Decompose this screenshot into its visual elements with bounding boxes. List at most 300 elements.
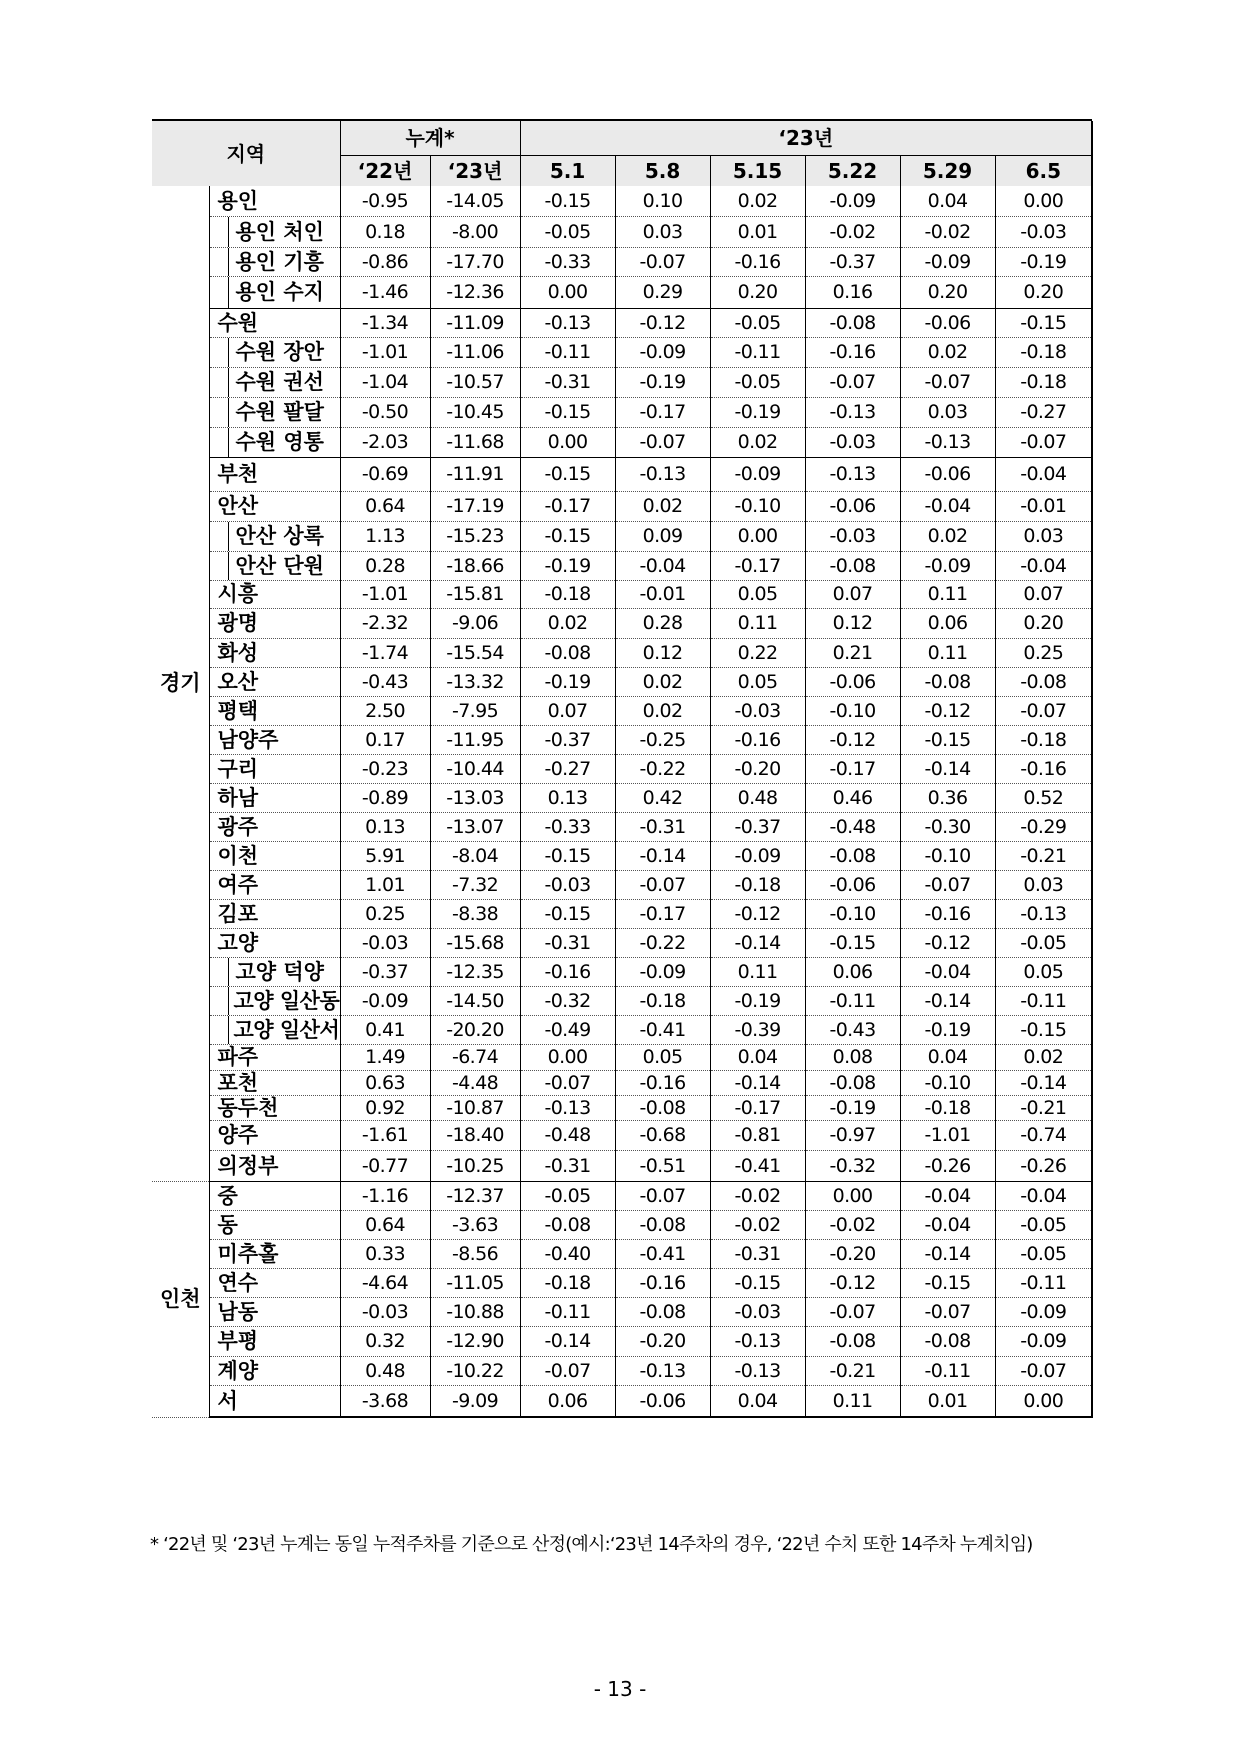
weekly-value: -0.21 — [995, 1096, 1092, 1121]
weekly-value: 0.52 — [995, 784, 1092, 813]
cumulative-value: -2.32 — [340, 609, 430, 639]
weekly-value: -0.20 — [615, 1327, 710, 1357]
cumulative-value: 0.17 — [340, 726, 430, 755]
weekly-value: -0.04 — [995, 552, 1092, 581]
weekly-value: -0.11 — [520, 338, 615, 368]
weekly-value: -0.07 — [615, 871, 710, 900]
weekly-value: -0.37 — [710, 813, 805, 842]
weekly-value: -0.01 — [995, 492, 1092, 522]
weekly-value: -0.09 — [710, 458, 805, 492]
table-row — [152, 492, 1092, 522]
weekly-value: 0.01 — [710, 217, 805, 248]
weekly-value: 0.13 — [520, 784, 615, 813]
weekly-value: -0.08 — [805, 1071, 900, 1096]
weekly-value: -0.03 — [805, 522, 900, 552]
weekly-value: -0.15 — [805, 929, 900, 958]
cumulative-value: -18.40 — [430, 1121, 520, 1151]
weekly-value: 0.07 — [520, 697, 615, 726]
city-label: 의정부 — [209, 1151, 340, 1182]
weekly-value: -0.04 — [900, 1211, 995, 1240]
weekly-value: -0.40 — [520, 1240, 615, 1269]
city-label: 남양주 — [209, 726, 340, 755]
cumulative-value: -0.69 — [340, 458, 430, 492]
cumulative-value: -14.50 — [430, 987, 520, 1016]
weekly-value: 0.02 — [520, 609, 615, 639]
weekly-value: -0.32 — [805, 1151, 900, 1182]
weekly-value: -0.11 — [710, 338, 805, 368]
cumulative-value: -1.04 — [340, 368, 430, 398]
cumulative-value: -1.61 — [340, 1121, 430, 1151]
cumulative-value: -15.68 — [430, 929, 520, 958]
weekly-value: -0.15 — [900, 726, 995, 755]
weekly-value: -0.09 — [710, 842, 805, 871]
table-row — [152, 186, 1092, 217]
weekly-value: 0.00 — [520, 1045, 615, 1071]
week-col-header: 5.15 — [710, 156, 805, 187]
weekly-value: -0.02 — [710, 1182, 805, 1211]
weekly-value: -0.06 — [805, 668, 900, 697]
weekly-value: -0.74 — [995, 1121, 1092, 1151]
cumulative-value: -11.95 — [430, 726, 520, 755]
weekly-price-change-table — [152, 121, 1093, 1418]
weekly-value: -0.08 — [805, 842, 900, 871]
cum-col-header: ‘22년 — [340, 156, 430, 187]
weekly-value: 0.21 — [805, 639, 900, 668]
city-label: 수원 — [209, 309, 340, 338]
city-label: 고양 — [209, 929, 340, 958]
weekly-value: -0.07 — [520, 1071, 615, 1096]
city-label: 시흥 — [209, 581, 340, 609]
cumulative-value: 0.33 — [340, 1240, 430, 1269]
city-label: 포천 — [209, 1071, 340, 1096]
table-row — [152, 458, 1092, 492]
weekly-value: -0.03 — [520, 871, 615, 900]
weekly-value: 0.03 — [995, 871, 1092, 900]
weekly-value: -0.09 — [805, 186, 900, 217]
weekly-value: 0.20 — [710, 277, 805, 309]
table-row — [152, 1096, 1092, 1121]
weekly-value: -0.06 — [900, 309, 995, 338]
weekly-value: -0.08 — [520, 1211, 615, 1240]
cumulative-value: -1.46 — [340, 277, 430, 309]
weekly-value: -0.16 — [995, 755, 1092, 784]
weekly-value: -0.39 — [710, 1016, 805, 1045]
table-row — [152, 987, 1092, 1016]
weekly-value: 0.11 — [900, 639, 995, 668]
table-row — [152, 581, 1092, 609]
weekly-value: -0.18 — [900, 1096, 995, 1121]
weekly-value: -0.09 — [900, 552, 995, 581]
city-label: 안산 — [209, 492, 340, 522]
weekly-value: 0.02 — [615, 668, 710, 697]
weekly-value: -0.09 — [615, 338, 710, 368]
cumulative-value: -20.20 — [430, 1016, 520, 1045]
table-row — [152, 668, 1092, 697]
cumulative-value: 0.63 — [340, 1071, 430, 1096]
cumulative-value: -13.03 — [430, 784, 520, 813]
weekly-value: 0.03 — [995, 522, 1092, 552]
city-label: 부평 — [209, 1327, 340, 1357]
table-row — [152, 697, 1092, 726]
weekly-value: -0.05 — [995, 929, 1092, 958]
weekly-value: -0.13 — [520, 309, 615, 338]
weekly-value: -0.48 — [805, 813, 900, 842]
cumulative-value: 1.13 — [340, 522, 430, 552]
weekly-value: -0.08 — [520, 639, 615, 668]
weekly-value: 0.00 — [995, 1386, 1092, 1418]
weekly-value: 0.36 — [900, 784, 995, 813]
weekly-value: -0.18 — [520, 581, 615, 609]
cumulative-value: -4.48 — [430, 1071, 520, 1096]
table-row — [152, 248, 1092, 277]
cumulative-value: -6.74 — [430, 1045, 520, 1071]
cumulative-value: -15.81 — [430, 581, 520, 609]
weekly-value: -0.29 — [995, 813, 1092, 842]
city-label: 서 — [209, 1386, 340, 1418]
weekly-value: -0.49 — [520, 1016, 615, 1045]
cumulative-value: 1.49 — [340, 1045, 430, 1071]
weekly-value: -0.03 — [805, 428, 900, 458]
weekly-value: -0.05 — [995, 1211, 1092, 1240]
table-row — [152, 1240, 1092, 1269]
cumulative-value: -3.63 — [430, 1211, 520, 1240]
weekly-value: 0.28 — [615, 609, 710, 639]
weekly-value: -0.15 — [520, 900, 615, 929]
cumulative-value: 0.92 — [340, 1096, 430, 1121]
district-label: 수원 권선 — [209, 368, 340, 398]
table-row — [152, 639, 1092, 668]
province-label: 경기 — [152, 186, 209, 1182]
weekly-value: -0.05 — [710, 309, 805, 338]
weekly-value: 0.06 — [805, 958, 900, 987]
cumulative-value: -8.38 — [430, 900, 520, 929]
weekly-value: -0.19 — [520, 552, 615, 581]
weekly-value: -0.20 — [805, 1240, 900, 1269]
weekly-value: -0.07 — [995, 697, 1092, 726]
weekly-value: -0.13 — [900, 428, 995, 458]
weekly-value: 0.06 — [900, 609, 995, 639]
weekly-value: -0.12 — [710, 900, 805, 929]
weekly-value: -0.15 — [520, 186, 615, 217]
cumulative-value: -10.88 — [430, 1298, 520, 1327]
weekly-value: 0.03 — [615, 217, 710, 248]
weekly-value: -0.06 — [615, 1386, 710, 1418]
weekly-value: -0.04 — [995, 458, 1092, 492]
weekly-value: 0.00 — [520, 277, 615, 309]
weekly-value: -0.19 — [615, 368, 710, 398]
cumulative-value: -17.19 — [430, 492, 520, 522]
weekly-value: -0.15 — [995, 309, 1092, 338]
weekly-value: -0.12 — [805, 1269, 900, 1298]
weekly-value: -0.09 — [995, 1298, 1092, 1327]
weekly-value: -0.17 — [710, 552, 805, 581]
city-label: 동 — [209, 1211, 340, 1240]
cumulative-value: -1.16 — [340, 1182, 430, 1211]
weekly-value: 0.06 — [520, 1386, 615, 1418]
weekly-value: 0.05 — [710, 581, 805, 609]
city-label: 김포 — [209, 900, 340, 929]
cumulative-value: -7.32 — [430, 871, 520, 900]
table-row — [152, 1071, 1092, 1096]
cumulative-value: 0.64 — [340, 1211, 430, 1240]
weekly-value: -0.31 — [615, 813, 710, 842]
cumulative-value: 0.25 — [340, 900, 430, 929]
weekly-value: -0.06 — [805, 871, 900, 900]
weekly-value: -0.20 — [710, 755, 805, 784]
weekly-value: -0.05 — [710, 368, 805, 398]
cumulative-value: -10.25 — [430, 1151, 520, 1182]
weekly-value: -0.16 — [710, 248, 805, 277]
cumulative-value: -2.03 — [340, 428, 430, 458]
table-row — [152, 398, 1092, 428]
weekly-value: -0.02 — [805, 217, 900, 248]
cumulative-value: 2.50 — [340, 697, 430, 726]
weekly-value: -0.13 — [615, 1357, 710, 1386]
weekly-value: 0.11 — [710, 958, 805, 987]
weekly-value: -0.08 — [805, 1327, 900, 1357]
weekly-value: 0.07 — [805, 581, 900, 609]
region-header: 지역 — [152, 121, 340, 186]
weekly-value: -0.16 — [615, 1071, 710, 1096]
cumulative-value: -0.03 — [340, 1298, 430, 1327]
cumulative-value: 0.28 — [340, 552, 430, 581]
weekly-value: 0.01 — [900, 1386, 995, 1418]
weekly-value: -0.07 — [615, 428, 710, 458]
weekly-value: -0.11 — [520, 1298, 615, 1327]
weekly-value: -0.04 — [995, 1182, 1092, 1211]
weekly-value: -0.15 — [520, 398, 615, 428]
week-col-header: 5.8 — [615, 156, 710, 187]
district-label: 고양 일산동 — [209, 987, 340, 1016]
cumulative-value: -1.01 — [340, 338, 430, 368]
cumulative-value: -0.77 — [340, 1151, 430, 1182]
cumulative-value: 0.13 — [340, 813, 430, 842]
table-row — [152, 1386, 1092, 1418]
weekly-value: 0.08 — [805, 1045, 900, 1071]
weekly-value: 0.11 — [900, 581, 995, 609]
weekly-value: -0.14 — [710, 1071, 805, 1096]
weekly-value: -0.27 — [995, 398, 1092, 428]
weekly-value: -0.16 — [805, 338, 900, 368]
weekly-value: -1.01 — [900, 1121, 995, 1151]
weekly-value: -0.13 — [615, 458, 710, 492]
weekly-value: -0.16 — [615, 1269, 710, 1298]
weekly-value: -0.09 — [900, 248, 995, 277]
weekly-value: -0.13 — [520, 1096, 615, 1121]
cumulative-value: 0.41 — [340, 1016, 430, 1045]
city-label: 부천 — [209, 458, 340, 492]
cumulative-value: -0.37 — [340, 958, 430, 987]
cumulative-value: -13.32 — [430, 668, 520, 697]
weekly-value: -0.08 — [615, 1211, 710, 1240]
weekly-value: -0.30 — [900, 813, 995, 842]
cumulative-value: -8.00 — [430, 217, 520, 248]
weekly-value: -0.14 — [615, 842, 710, 871]
cumulative-value: -1.74 — [340, 639, 430, 668]
province-label: 인천 — [152, 1182, 209, 1418]
weekly-value: 0.11 — [805, 1386, 900, 1418]
weekly-value: -0.07 — [995, 428, 1092, 458]
weekly-value: 0.46 — [805, 784, 900, 813]
weekly-value: -0.05 — [520, 1182, 615, 1211]
weekly-value: -0.21 — [995, 842, 1092, 871]
table-row — [152, 428, 1092, 458]
weekly-value: 0.02 — [995, 1045, 1092, 1071]
weekly-value: -0.11 — [995, 1269, 1092, 1298]
weekly-value: 0.03 — [900, 398, 995, 428]
cumulative-header: 누계* — [340, 121, 520, 156]
weekly-value: -0.19 — [900, 1016, 995, 1045]
weekly-value: 0.05 — [995, 958, 1092, 987]
weekly-value: -0.18 — [710, 871, 805, 900]
weekly-value: -0.16 — [900, 900, 995, 929]
city-label: 동두천 — [209, 1096, 340, 1121]
table-row — [152, 929, 1092, 958]
page-number: - 13 - — [593, 1677, 647, 1701]
weekly-value: 0.12 — [805, 609, 900, 639]
weekly-value: -0.08 — [615, 1096, 710, 1121]
cumulative-value: -1.01 — [340, 581, 430, 609]
weekly-value: -0.06 — [900, 458, 995, 492]
weekly-value: -0.15 — [520, 842, 615, 871]
table-row — [152, 1121, 1092, 1151]
district-label: 수원 장안 — [209, 338, 340, 368]
cumulative-value: -1.34 — [340, 309, 430, 338]
weekly-value: -0.33 — [520, 813, 615, 842]
city-label: 화성 — [209, 639, 340, 668]
weekly-value: -0.13 — [805, 398, 900, 428]
cumulative-value: -12.90 — [430, 1327, 520, 1357]
weekly-value: -0.48 — [520, 1121, 615, 1151]
cumulative-value: -10.87 — [430, 1096, 520, 1121]
district-label: 용인 기흥 — [209, 248, 340, 277]
weekly-value: -0.18 — [520, 1269, 615, 1298]
year-header: ‘23년 — [520, 121, 1092, 156]
weekly-value: 0.02 — [900, 522, 995, 552]
footnote: * ‘22년 및 ‘23년 누계는 동일 누적주차를 기준으로 산정(예시:‘23년 14주차의 경우, ‘22년 수치 또한 14주차 누계치임) — [150, 1534, 1033, 1555]
weekly-value: 0.04 — [900, 1045, 995, 1071]
table-row — [152, 842, 1092, 871]
table-row — [152, 309, 1092, 338]
weekly-value: -0.14 — [900, 1240, 995, 1269]
weekly-value: -0.15 — [520, 458, 615, 492]
table-row — [152, 1151, 1092, 1182]
city-label: 오산 — [209, 668, 340, 697]
week-col-header: 5.22 — [805, 156, 900, 187]
cumulative-value: -3.68 — [340, 1386, 430, 1418]
weekly-value: -0.11 — [995, 987, 1092, 1016]
weekly-value: 0.05 — [710, 668, 805, 697]
table-body — [152, 186, 1092, 1417]
weekly-value: -0.08 — [615, 1298, 710, 1327]
cumulative-value: 0.64 — [340, 492, 430, 522]
table-row — [152, 522, 1092, 552]
weekly-value: -0.07 — [615, 248, 710, 277]
cumulative-value: -11.09 — [430, 309, 520, 338]
weekly-value: 0.20 — [900, 277, 995, 309]
weekly-value: -0.05 — [520, 217, 615, 248]
weekly-value: -0.17 — [805, 755, 900, 784]
weekly-value: -0.18 — [615, 987, 710, 1016]
cumulative-value: -0.95 — [340, 186, 430, 217]
weekly-value: -0.11 — [900, 1357, 995, 1386]
weekly-value: -0.43 — [805, 1016, 900, 1045]
weekly-value: 0.25 — [995, 639, 1092, 668]
weekly-value: -0.37 — [520, 726, 615, 755]
cum-col-header: ‘23년 — [430, 156, 520, 187]
weekly-value: -0.07 — [615, 1182, 710, 1211]
weekly-value: -0.33 — [520, 248, 615, 277]
cumulative-value: -12.36 — [430, 277, 520, 309]
weekly-value: -0.31 — [520, 368, 615, 398]
weekly-value: 0.00 — [995, 186, 1092, 217]
table-row — [152, 1016, 1092, 1045]
cumulative-value: -11.06 — [430, 338, 520, 368]
weekly-value: -0.15 — [520, 522, 615, 552]
cumulative-value: -10.45 — [430, 398, 520, 428]
cumulative-value: -8.04 — [430, 842, 520, 871]
weekly-value: -0.51 — [615, 1151, 710, 1182]
cumulative-value: -0.09 — [340, 987, 430, 1016]
weekly-value: -0.07 — [900, 871, 995, 900]
weekly-value: 0.20 — [995, 277, 1092, 309]
weekly-value: 0.04 — [710, 1045, 805, 1071]
weekly-value: -0.25 — [615, 726, 710, 755]
weekly-value: -0.19 — [520, 668, 615, 697]
weekly-value: -0.09 — [995, 1327, 1092, 1357]
cumulative-value: -4.64 — [340, 1269, 430, 1298]
weekly-value: -0.18 — [995, 726, 1092, 755]
weekly-value: 0.00 — [520, 428, 615, 458]
cumulative-value: -15.54 — [430, 639, 520, 668]
weekly-value: -0.03 — [710, 1298, 805, 1327]
cumulative-value: 5.91 — [340, 842, 430, 871]
table-row — [152, 813, 1092, 842]
cumulative-value: -10.44 — [430, 755, 520, 784]
weekly-value: 0.48 — [710, 784, 805, 813]
cumulative-value: -7.95 — [430, 697, 520, 726]
week-col-header: 6.5 — [995, 156, 1092, 187]
weekly-value: -0.26 — [900, 1151, 995, 1182]
table-row — [152, 755, 1092, 784]
weekly-value: -0.14 — [710, 929, 805, 958]
weekly-value: -0.19 — [995, 248, 1092, 277]
weekly-value: -0.19 — [710, 987, 805, 1016]
weekly-value: -0.08 — [900, 1327, 995, 1357]
city-label: 이천 — [209, 842, 340, 871]
weekly-value: -0.05 — [995, 1240, 1092, 1269]
cumulative-value: -0.43 — [340, 668, 430, 697]
weekly-value: -0.12 — [615, 309, 710, 338]
weekly-value: -0.26 — [995, 1151, 1092, 1182]
weekly-value: -0.10 — [805, 900, 900, 929]
weekly-value: -0.08 — [900, 668, 995, 697]
city-label: 양주 — [209, 1121, 340, 1151]
weekly-value: -0.12 — [900, 929, 995, 958]
table-row — [152, 1357, 1092, 1386]
cumulative-value: -12.37 — [430, 1182, 520, 1211]
weekly-value: -0.02 — [805, 1211, 900, 1240]
week-col-header: 5.1 — [520, 156, 615, 187]
weekly-value: -0.14 — [995, 1071, 1092, 1096]
weekly-value: -0.16 — [710, 726, 805, 755]
cumulative-value: -15.23 — [430, 522, 520, 552]
weekly-value: -0.21 — [805, 1357, 900, 1386]
weekly-value: -0.17 — [710, 1096, 805, 1121]
table-row — [152, 277, 1092, 309]
weekly-value: 0.04 — [900, 186, 995, 217]
weekly-value: -0.09 — [615, 958, 710, 987]
